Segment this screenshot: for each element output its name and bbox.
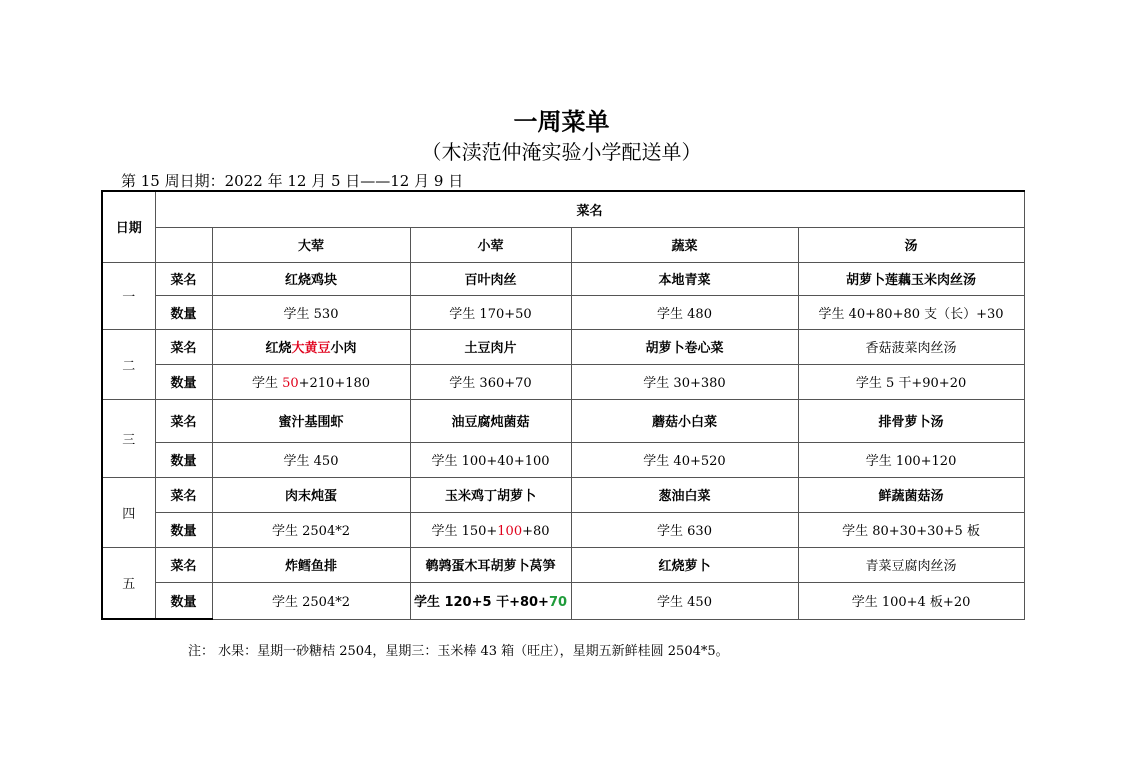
column-header-xiaohun: 小荤 [410, 227, 571, 262]
day-cell: 五 [102, 547, 155, 619]
text-part: 炸鳕鱼排 [284, 559, 337, 574]
text-part: 学生 2504*2 [272, 595, 350, 610]
quantity-cell [798, 582, 1024, 619]
row-label-qty: 数量 [155, 512, 212, 547]
row-label-qty: 数量 [155, 364, 212, 399]
highlighted-text: 70 [548, 595, 568, 610]
quantity-cell [798, 295, 1024, 329]
text-part: 红烧 [265, 341, 292, 356]
column-header-tang: 汤 [798, 227, 1024, 262]
dish-name-cell [798, 547, 1024, 582]
quantity-cell [571, 442, 798, 477]
text-part: 鹌鹑蛋木耳胡萝卜莴笋 [425, 559, 556, 574]
quantity-cell [410, 442, 571, 477]
quantity-cell [410, 364, 571, 399]
text-part: 青菜豆腐肉丝汤 [865, 559, 957, 574]
dish-name-cell [571, 399, 798, 442]
quantity-cell [571, 582, 798, 619]
dish-name-cell [410, 262, 571, 295]
dish-name-header-cell: 菜名 [155, 191, 1024, 227]
dish-name-cell [410, 547, 571, 582]
menu-table [101, 190, 1025, 620]
text-part: 学生 170+50 [449, 306, 532, 322]
text-part: 学生 100+120 [865, 454, 957, 469]
text-part: 学生 360+70 [449, 376, 532, 391]
text-part: 蘑菇小白菜 [651, 415, 717, 430]
text-part: 学生 480 [657, 306, 712, 322]
text-part: 学生 2504*2 [272, 524, 350, 539]
quantity-cell [571, 512, 798, 547]
row-label-qty: 数量 [155, 582, 212, 619]
quantity-cell [212, 295, 410, 329]
text-part: 学生 100+40+100 [431, 454, 550, 469]
dish-row [102, 547, 1024, 582]
text-part: 学生 120+5 干+80+ [413, 595, 549, 610]
dish-name-cell [798, 399, 1024, 442]
quantity-cell [798, 512, 1024, 547]
page-title: 一周菜单 [513, 108, 610, 136]
row-label-name: 菜名 [155, 547, 212, 582]
text-part: 红烧鸡块 [284, 273, 337, 288]
dish-name-cell [798, 262, 1024, 295]
column-header-shucai: 蔬菜 [571, 227, 798, 262]
page-subtitle: （木渎范仲淹实验小学配送单） [421, 140, 702, 164]
day-cell: 三 [102, 399, 155, 477]
quantity-cell [410, 295, 571, 329]
text-part: 学生 450 [657, 595, 712, 610]
dish-row [102, 262, 1024, 295]
quantity-cell [410, 582, 571, 619]
text-part: 蜜汁基围虾 [278, 415, 344, 430]
text-part: 学生 100+4 板+20 [851, 595, 971, 610]
quantity-cell [212, 442, 410, 477]
dish-name-cell [571, 329, 798, 364]
text-part: 学生 450 [283, 454, 339, 469]
fruit-note: 注： 水果：星期一砂糖桔 2504，星期三：玉米棒 43 箱（旺庄），星期五新鲜桂圆 2504*5。 [188, 644, 729, 659]
highlighted-text: 大黄豆 [291, 341, 331, 356]
text-part: 胡萝卜莲藕玉米肉丝汤 [846, 273, 977, 288]
quantity-cell [212, 512, 410, 547]
day-cell: 一 [102, 262, 155, 329]
quantity-row [102, 364, 1024, 399]
text-part: 学生 630 [657, 524, 712, 539]
text-part: 学生 40+80+80 支（长）+30 [818, 306, 1004, 322]
dish-name-cell [212, 329, 410, 364]
row-label-qty: 数量 [155, 295, 212, 329]
text-part: 土豆肉片 [464, 341, 517, 356]
day-cell: 二 [102, 329, 155, 399]
text-part: 学生 530 [283, 306, 339, 322]
dish-row [102, 329, 1024, 364]
text-part: 学生 30+380 [643, 376, 726, 391]
quantity-cell [571, 295, 798, 329]
dish-name-cell [410, 329, 571, 364]
dish-name-cell [212, 477, 410, 512]
text-part: 学生 40+520 [643, 454, 726, 469]
row-label-name: 菜名 [155, 262, 212, 295]
dish-name-cell [571, 547, 798, 582]
highlighted-text: 50 [282, 376, 299, 391]
text-part: 学生 [251, 376, 283, 391]
dish-name-cell [410, 399, 571, 442]
dish-name-cell [571, 262, 798, 295]
quantity-row [102, 442, 1024, 477]
quantity-row [102, 295, 1024, 329]
row-label-qty: 数量 [155, 442, 212, 477]
text-part: 葱油白菜 [658, 489, 711, 504]
blank-header-cell [155, 227, 212, 262]
dish-name-cell [212, 399, 410, 442]
text-part: 小肉 [330, 341, 357, 356]
text-part: 胡萝卜卷心菜 [645, 341, 724, 356]
row-label-name: 菜名 [155, 329, 212, 364]
text-part: 学生 80+30+30+5 板 [842, 524, 980, 539]
quantity-cell [571, 364, 798, 399]
text-part: +80 [522, 524, 550, 539]
text-part: 百叶肉丝 [464, 273, 517, 288]
dish-name-cell [571, 477, 798, 512]
text-part: 学生 150+ [431, 524, 498, 539]
dish-name-cell [798, 329, 1024, 364]
quantity-cell [798, 364, 1024, 399]
text-part: 肉末炖蛋 [284, 489, 337, 504]
quantity-cell [410, 512, 571, 547]
quantity-cell [212, 364, 410, 399]
quantity-cell [798, 442, 1024, 477]
text-part: 本地青菜 [658, 273, 711, 288]
text-part: 红烧萝卜 [658, 559, 711, 574]
quantity-row [102, 582, 1024, 619]
text-part: 玉米鸡丁胡萝卜 [444, 489, 536, 504]
row-label-name: 菜名 [155, 399, 212, 442]
row-label-name: 菜名 [155, 477, 212, 512]
day-cell: 四 [102, 477, 155, 547]
text-part: 排骨萝卜汤 [878, 415, 944, 430]
dish-name-cell [212, 547, 410, 582]
period-line: 第 15 周日期：2022 年 12 月 5 日——12 月 9 日 [121, 172, 464, 190]
dish-name-cell [410, 477, 571, 512]
quantity-row [102, 512, 1024, 547]
date-header-cell: 日期 [102, 191, 155, 262]
text-part: 鲜蔬菌菇汤 [878, 489, 944, 504]
quantity-cell [212, 582, 410, 619]
highlighted-text: 100 [497, 524, 523, 539]
text-part: +210+180 [298, 376, 371, 391]
text-part: 学生 5 干+90+20 [855, 376, 967, 391]
text-part: 香菇菠菜肉丝汤 [865, 341, 957, 356]
column-header-dahun: 大荤 [212, 227, 410, 262]
dish-name-cell [798, 477, 1024, 512]
text-part: 油豆腐炖菌菇 [451, 415, 530, 430]
dish-row [102, 399, 1024, 442]
dish-name-cell [212, 262, 410, 295]
dish-row [102, 477, 1024, 512]
